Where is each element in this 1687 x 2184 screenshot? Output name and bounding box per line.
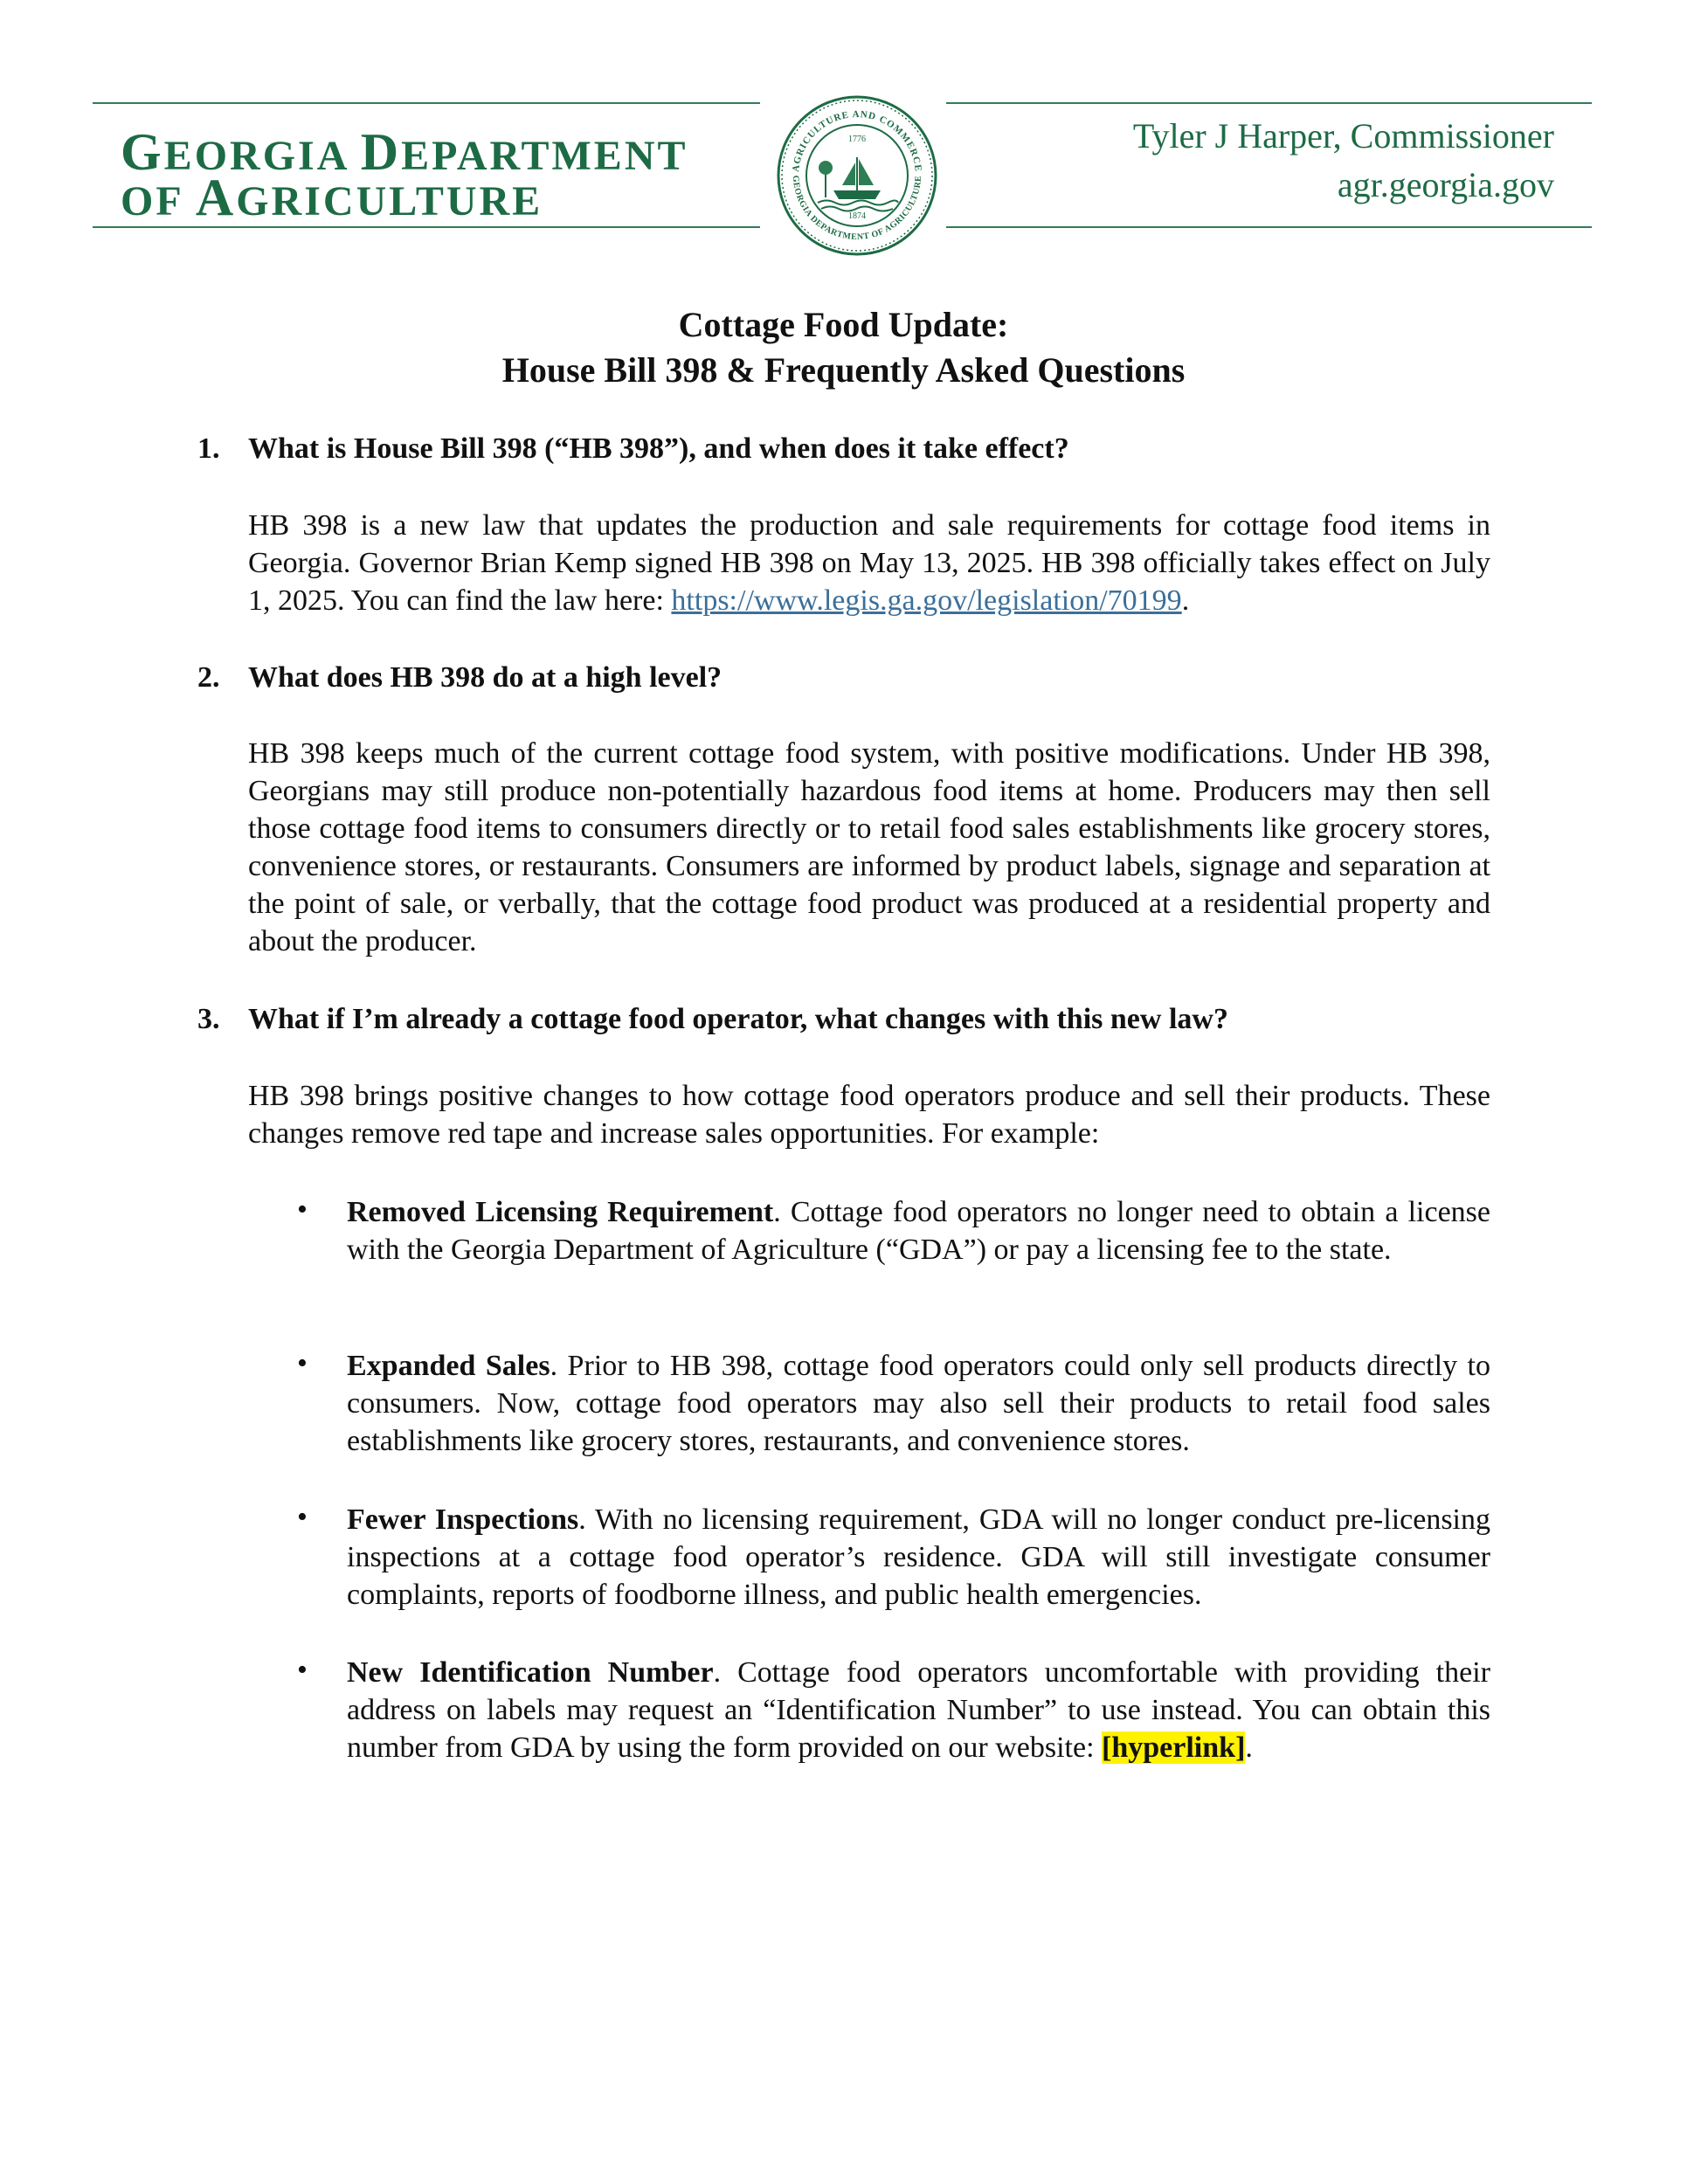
faq-answer-3: HB 398 brings positive changes to how cottage food operators produce and sell their products. These changes remove red tape and increase sales opportunities. For example:: [248, 1080, 1490, 1150]
bullet-heading: New Identification Number: [347, 1656, 714, 1689]
agency-name-line2: OF AGRICULTURE: [121, 169, 543, 226]
faq-number: 2.: [197, 661, 220, 694]
svg-text:GEORGIA DEPARTMENT OF AGRICULT: GEORGIA DEPARTMENT OF AGRICULTURE: [790, 175, 924, 243]
bullet-heading: Fewer Inspections: [347, 1503, 579, 1536]
bullet-marker: •: [297, 1347, 308, 1379]
header-rule-top-left: [93, 102, 760, 104]
agency-website[interactable]: agr.georgia.gov: [1337, 165, 1554, 204]
bullet-heading: Removed Licensing Requirement: [347, 1196, 774, 1228]
legislation-link[interactable]: https://www.legis.ga.gov/legislation/70199: [671, 584, 1182, 617]
faq-question-text: What does HB 398 do at a high level?: [248, 661, 723, 694]
bullet-marker: •: [297, 1193, 308, 1226]
list-item: Expanded Sales. Prior to HB 398, cottage food operators could only sell products directly to consumers. Now, cottage food operators may also sell their products to retail food sales establishments like grocery stores, restaurants, and convenience stores.: [347, 1350, 1490, 1457]
list-item: New Identification Number. Cottage food operators uncomfortable with providing their address on labels may request an “Identification Number” to use instead. You can obtain this number from GDA by using the form provided on our website: [hyperlink].: [347, 1656, 1490, 1764]
header-rule-bottom-right: [946, 226, 1592, 228]
list-item: Removed Licensing Requirement. Cottage food operators no longer need to obtain a license with the Georgia Department of Agriculture (“GDA”) or pay a licensing fee to the state.: [347, 1196, 1490, 1266]
commissioner-name: Tyler J Harper, Commissioner: [1132, 116, 1554, 156]
faq-number: 3.: [197, 1003, 220, 1035]
agency-name-line1: GEORGIA DEPARTMENT: [121, 123, 688, 181]
bullet-heading: Expanded Sales: [347, 1350, 550, 1382]
document-title-line2: House Bill 398 & Frequently Asked Questions: [501, 350, 1186, 390]
faq-question-text: What is House Bill 398 (“HB 398”), and when does it take effect?: [248, 432, 1069, 465]
document-title-line1: Cottage Food Update:: [678, 305, 1009, 344]
faq-answer-2: HB 398 keeps much of the current cottage food system, with positive modifications. Under HB 398, Georgians may still produce non-potentially hazardous food items at home. Producers may then sell those cottage food items to consumers directly or to retail food sales establishments like grocery stores, convenience stores, or restaurants. Consumers are informed by product labels, signage and separation at the point of sale, or verbally, that the cottage food product was produced at a residential property and about the producer.: [248, 737, 1490, 957]
svg-text:AGRICULTURE AND COMMERCE: AGRICULTURE AND COMMERCE: [791, 108, 923, 173]
faq-answer-1: HB 398 is a new law that updates the production and sale requirements for cottage food items in Georgia. Governor Brian Kemp signed HB 398 on May 13, 2025. HB 398 officially takes effect on July 1, 2025. You can find the law here: https://www.legis.ga.gov/legislation/70199.: [248, 509, 1490, 617]
svg-text:1776: 1776: [848, 135, 866, 144]
header-rule-top-right: [946, 102, 1592, 104]
hyperlink-placeholder[interactable]: [hyperlink]: [1102, 1731, 1246, 1764]
department-seal-icon: [776, 94, 938, 257]
faq-number: 1.: [197, 432, 220, 465]
svg-text:1874: 1874: [848, 211, 866, 221]
list-item: Fewer Inspections. With no licensing requirement, GDA will no longer conduct pre-licensing inspections at a cottage food operator’s residence. GDA will still investigate consumer complaints, reports of foodborne illness, and public health emergencies.: [347, 1503, 1490, 1611]
bullet-marker: •: [297, 1501, 308, 1533]
bullet-marker: •: [297, 1654, 308, 1686]
faq-question-text: What if I’m already a cottage food operator, what changes with this new law?: [248, 1003, 1228, 1035]
